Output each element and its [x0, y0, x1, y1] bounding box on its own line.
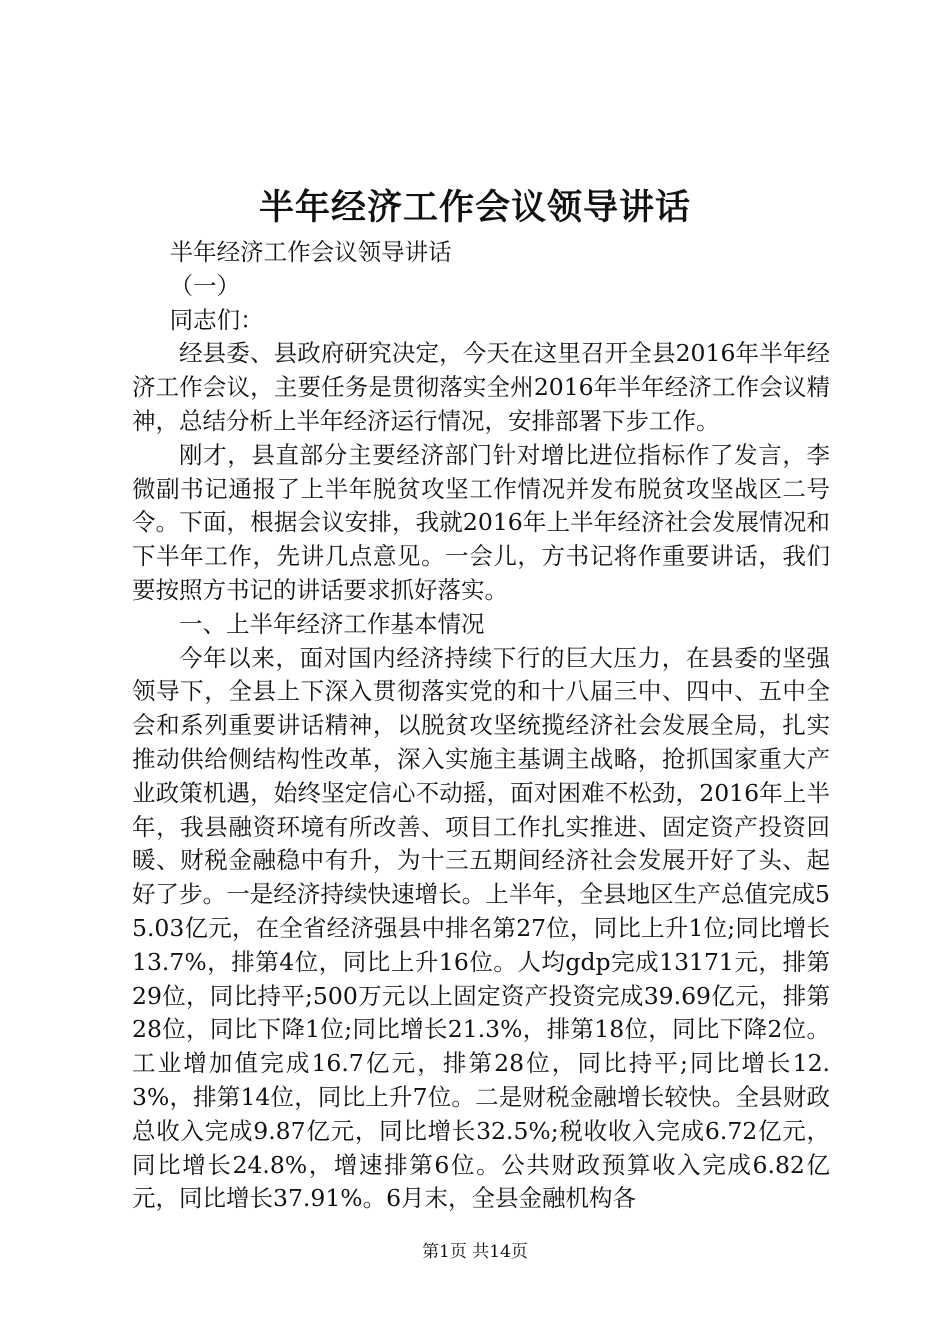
- paragraph: 今年以来，面对国内经济持续下行的巨大压力，在县委的坚强领导下，全县上下深入贯彻落实党的和十八届三中、四中、五中全会和系列重要讲话精神，以脱贫攻坚统揽经济社会发展全局，扎实推动供给侧结构性改革，深入实施主基调主战略，抢抓国家重大产业政策机遇，始终坚定信心不动摇，面对困难不松劲，2016年上半年，我县融资环境有所改善、项目工作扎实推进、固定资产投资回暖、财税金融稳中有升，为十三五期间经济社会发展开好了头、起好了步。一是经济持续快速增长。上半年，全县地区生产总值完成55.03亿元，在全省经济强县中排名第27位，同比上升1位;同比增长13.7%，排第4位，同比上升16位。人均gdp完成13171元，排第29位，同比持平;500万元以上固定资产投资完成39.69亿元，排第28位，同比下降1位;同比增长21.3%，排第18位，同比下降2位。工业增加值完成16.7亿元，排第28位，同比持平;同比增长12.3%，排第14位，同比上升7位。二是财税金融增长较快。全县财政总收入完成9.87亿元，同比增长32.5%;税收收入完成6.72亿元，同比增长24.8%，增速排第6位。公共财政预算收入完成6.82亿元，同比增长37.91%。6月末，全县金融机构各: [132, 643, 830, 1213]
- section-number: （一）: [169, 271, 241, 300]
- document-title: 半年经济工作会议领导讲话: [258, 188, 691, 228]
- salutation: 同志们：: [169, 305, 264, 334]
- subtitle-paragraph: 半年经济工作会议领导讲话: [169, 238, 452, 266]
- section-heading: 一、上半年经济工作基本情况: [179, 609, 485, 638]
- document-body: [132, 236, 830, 1216]
- page-number-footer: 第1页 共14页: [422, 1242, 528, 1262]
- paragraph: 经县委、县政府研究决定，今天在这里召开全县2016年半年经济工作会议，主要任务是贯彻落实全州2016年半年经济工作会议精神，总结分析上半年经济运行情况，安排部署下步工作。: [132, 339, 830, 435]
- paragraph: 刚才，县直部分主要经济部门针对增比进位指标作了发言，李微副书记通报了上半年脱贫攻坚工作情况并发布脱贫攻坚战区二号令。下面，根据会议安排，我就2016年上半年经济社会发展情况和下半年工作，先讲几点意见。一会儿，方书记将作重要讲话，我们要按照方书记的讲话要求抓好落实。: [132, 440, 830, 604]
